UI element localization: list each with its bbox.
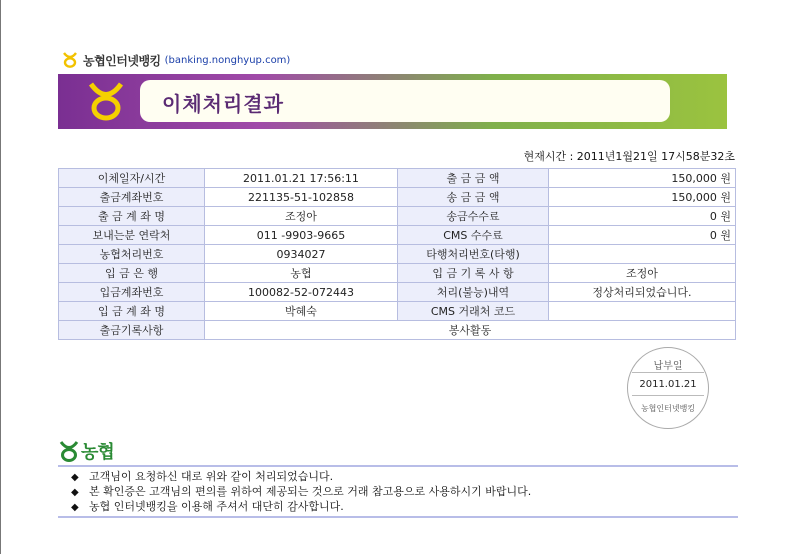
value-process-result: 정상처리되었습니다. (549, 283, 736, 302)
page-title: 이체처리결과 (162, 92, 284, 116)
value-withdraw-account: 221135-51-102858 (205, 188, 398, 207)
label-deposit-memo: 입 금 기 록 사 항 (398, 264, 549, 283)
value-withdraw-account-name: 조정아 (205, 207, 398, 226)
label-process-result: 처리(불능)내역 (398, 283, 549, 302)
list-item (71, 500, 738, 515)
table-row (59, 207, 736, 226)
table-row (59, 264, 736, 283)
stamp-divider (632, 372, 704, 373)
top-brand (63, 50, 290, 70)
stamp-title: 납부일 (653, 361, 683, 372)
value-nh-process-number: 0934027 (205, 245, 398, 264)
value-deposit-memo: 조정아 (549, 264, 736, 283)
nh-logo-icon (63, 52, 77, 68)
label-withdraw-account: 출금계좌번호 (59, 188, 205, 207)
table-row (59, 302, 736, 321)
notice-text: 본 확인증은 고객님의 편의를 위하여 제공되는 것으로 거래 참고용으로 사용하시기 바랍니다. (89, 485, 532, 498)
value-withdraw-memo: 봉사활동 (205, 321, 736, 340)
table-row (59, 188, 736, 207)
nh-logo-text: 농협 (81, 442, 114, 463)
nh-logo-icon (88, 81, 124, 121)
value-deposit-account-name: 박혜숙 (205, 302, 398, 321)
value-cms-client-code (549, 302, 736, 321)
label-deposit-account-name: 입 금 계 좌 명 (59, 302, 205, 321)
stamp-bank: 농협인터넷뱅킹 (640, 404, 696, 413)
table-row (59, 283, 736, 302)
label-cms-client-code: CMS 거래처 코드 (398, 302, 549, 321)
label-send-amount: 송 금 금 액 (398, 188, 549, 207)
value-cms-fee: 0 원 (549, 226, 736, 245)
label-transfer-datetime: 이체일자/시간 (59, 169, 205, 188)
label-withdraw-account-name: 출 금 계 좌 명 (59, 207, 205, 226)
label-nh-process-number: 농협처리번호 (59, 245, 205, 264)
label-sender-contact: 보내는분 연락처 (59, 226, 205, 245)
diamond-bullet-icon: ◆ (71, 472, 79, 483)
stamp-date: 2011.01.21 (639, 379, 697, 390)
title-pill (140, 80, 670, 122)
list-item (71, 485, 738, 500)
value-deposit-account: 100082-52-072443 (205, 283, 398, 302)
value-deposit-bank: 농협 (205, 264, 398, 283)
nh-logo-icon (59, 440, 79, 462)
value-send-amount: 150,000 원 (549, 188, 736, 207)
value-send-fee: 0 원 (549, 207, 736, 226)
table-row (59, 245, 736, 264)
table-row (59, 169, 736, 188)
label-other-bank-process-number: 타행처리번호(타행) (398, 245, 549, 264)
diamond-bullet-icon: ◆ (71, 487, 79, 498)
value-withdraw-amount: 150,000 원 (549, 169, 736, 188)
brand-name: 농협인터넷뱅킹 (83, 53, 161, 68)
notice-box (58, 465, 738, 518)
diamond-bullet-icon: ◆ (71, 502, 79, 513)
label-cms-fee: CMS 수수료 (398, 226, 549, 245)
label-withdraw-memo: 출금기록사항 (59, 321, 205, 340)
brand-url: (banking.nonghyup.com) (164, 54, 291, 66)
title-banner (58, 74, 727, 129)
label-deposit-bank: 입 금 은 행 (59, 264, 205, 283)
transfer-result-table (58, 168, 736, 340)
label-send-fee: 송금수수료 (398, 207, 549, 226)
value-sender-contact: 011 -9903-9665 (205, 226, 398, 245)
current-time: 현재시간 : 2011년1월21일 17시58분32초 (523, 150, 735, 163)
list-item (71, 470, 738, 485)
payment-stamp (627, 347, 709, 429)
nh-footer-logo (59, 438, 114, 464)
notice-text: 고객님이 요청하신 대로 위와 같이 처리되었습니다. (89, 470, 334, 483)
label-deposit-account: 입금계좌번호 (59, 283, 205, 302)
value-transfer-datetime: 2011.01.21 17:56:11 (205, 169, 398, 188)
value-other-bank-process-number (549, 245, 736, 264)
notice-text: 농협 인터넷뱅킹을 이용해 주셔서 대단히 감사합니다. (89, 500, 344, 513)
stamp-divider (632, 395, 704, 396)
label-withdraw-amount: 출 금 금 액 (398, 169, 549, 188)
table-row (59, 321, 736, 340)
table-row (59, 226, 736, 245)
